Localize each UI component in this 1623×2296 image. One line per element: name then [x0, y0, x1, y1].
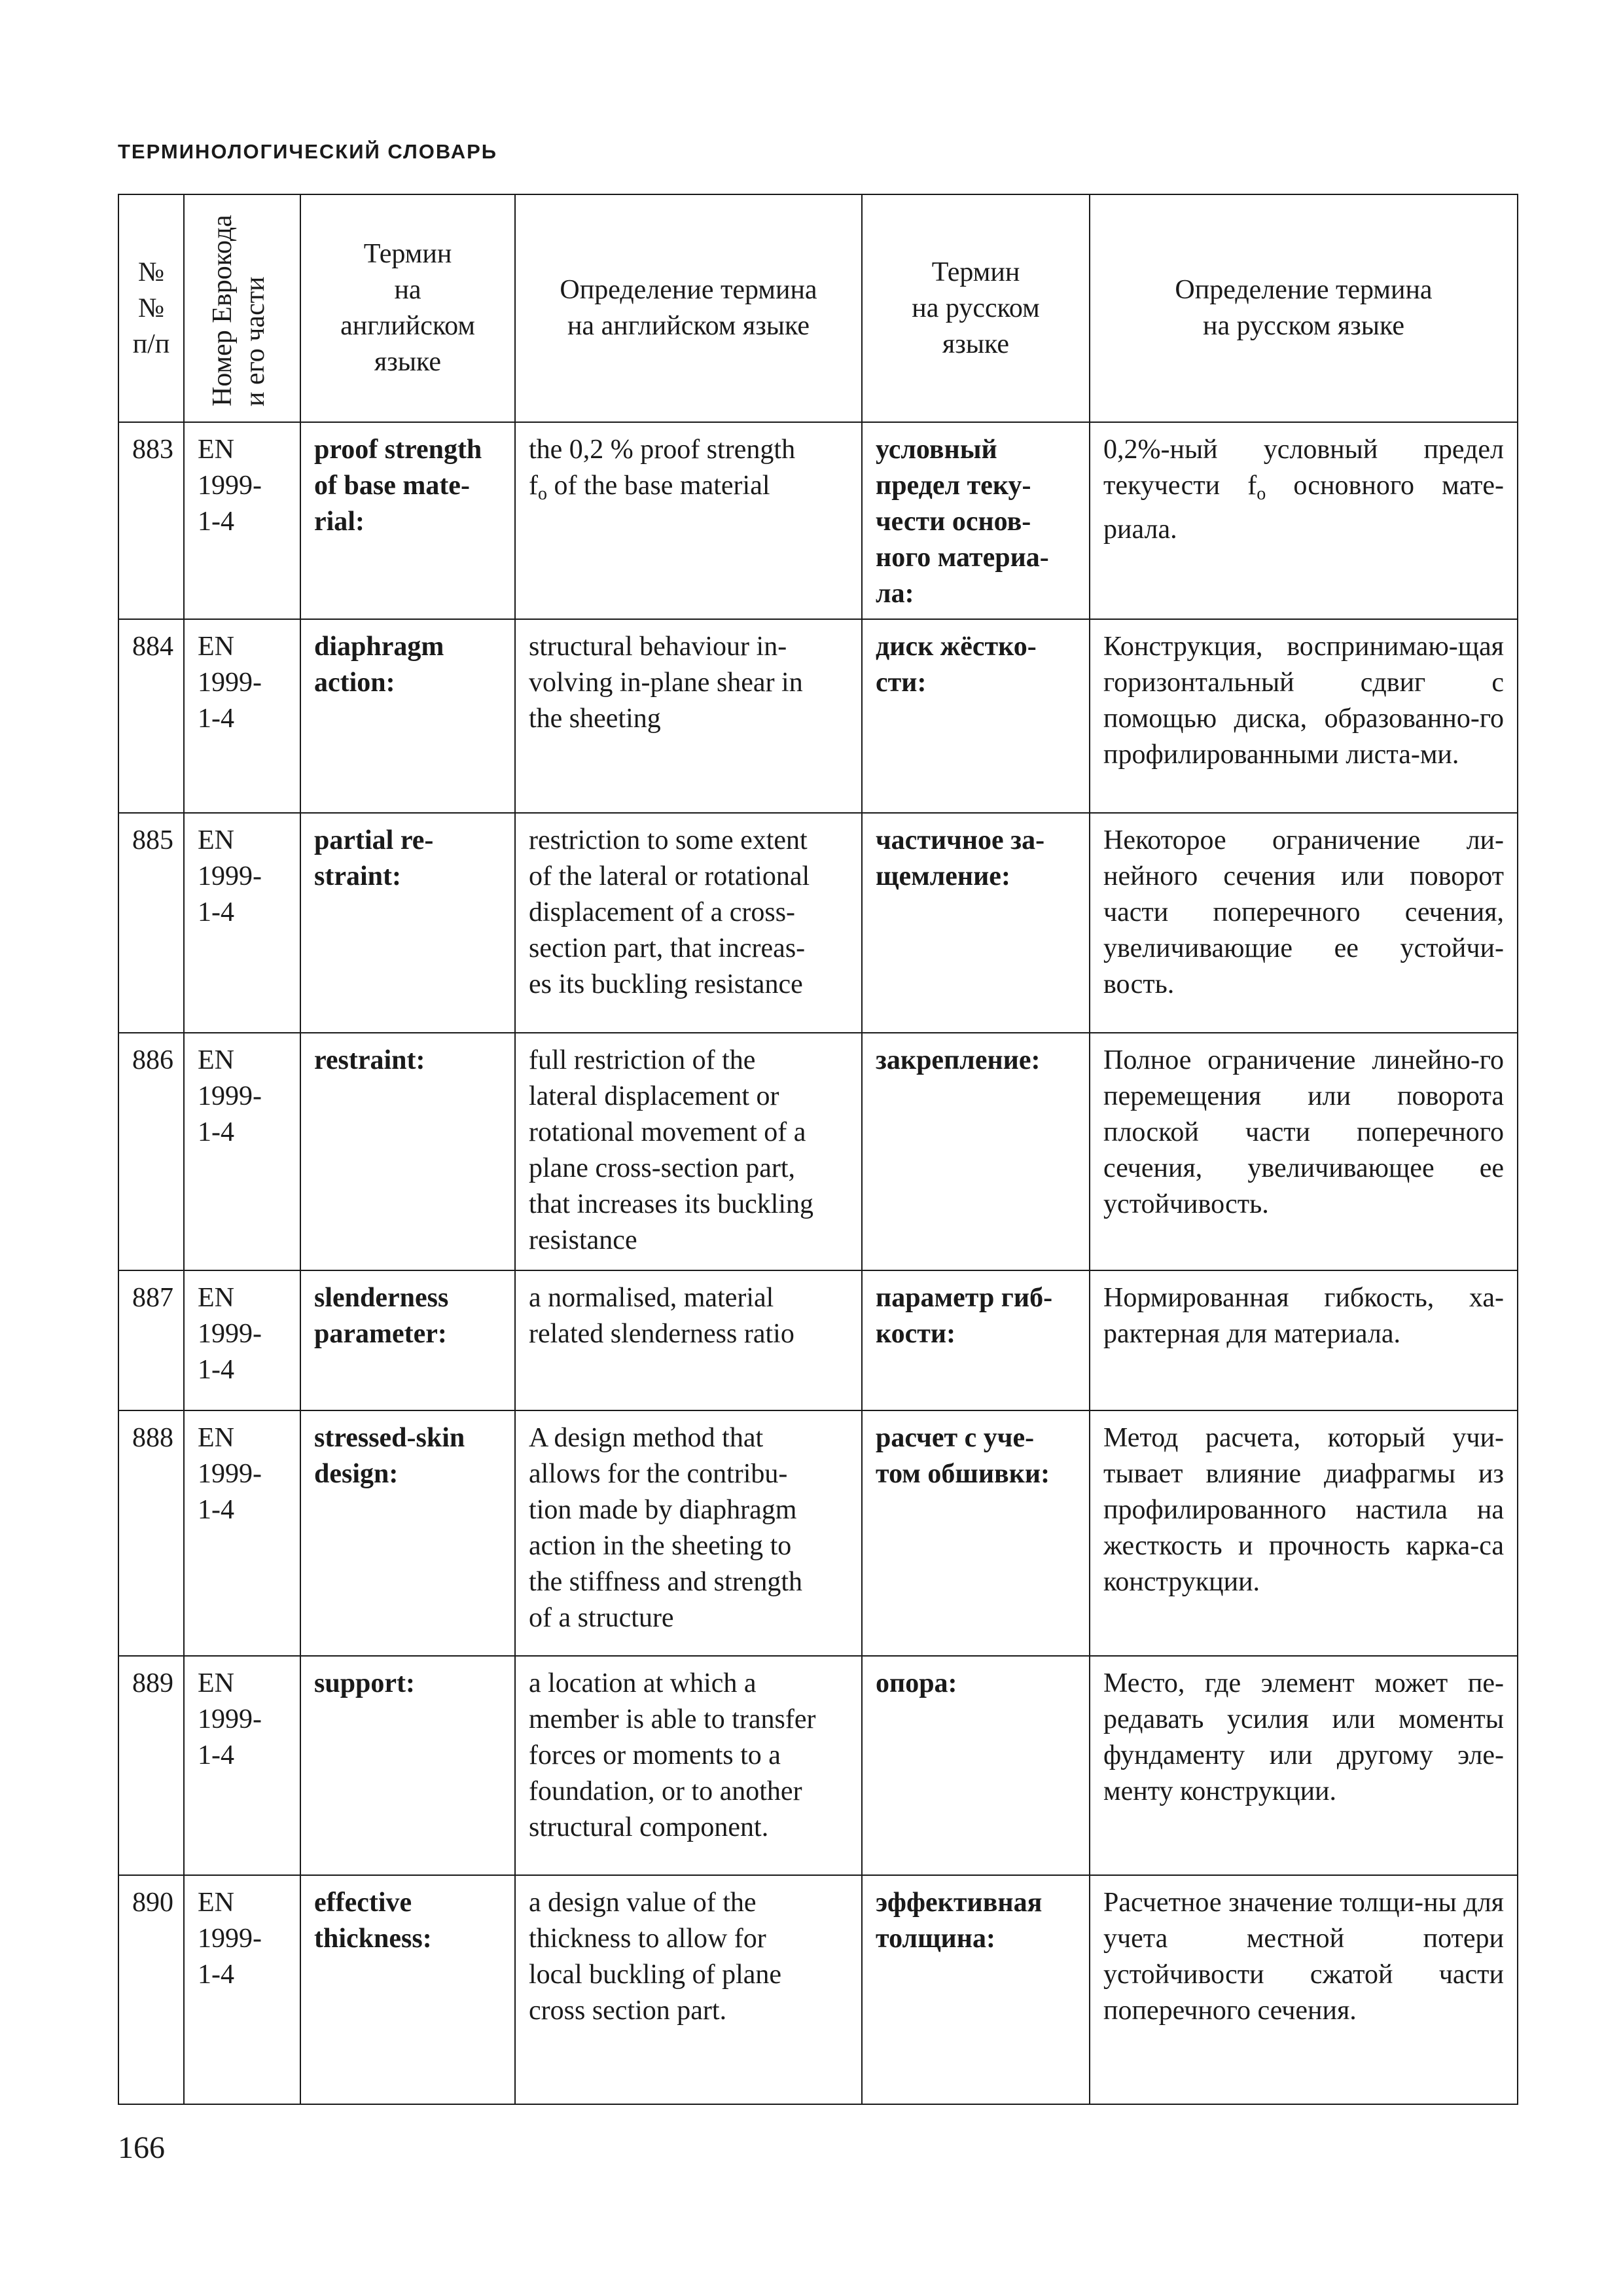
header-eurocode-text: Номер Еврокода и его части	[207, 215, 270, 406]
row-number: 884	[118, 619, 184, 813]
table-row	[118, 1410, 1518, 1656]
definition-ru: Конструкция, воспринимаю-щая горизонтальный сдвиг с помощью диска, образованно-го профилированными листа-ми.	[1090, 619, 1518, 813]
eurocode-ref: EN 1999- 1-4	[184, 813, 300, 1033]
term-en: partial re- straint:	[300, 813, 515, 1033]
term-ru: эффективная толщина:	[862, 1875, 1090, 2104]
definition-ru: Некоторое ограничение ли-нейного сечения или поворот части поперечного сечения, увеличивающие ее устойчи-вость.	[1090, 813, 1518, 1033]
term-en: diaphragm action:	[300, 619, 515, 813]
definition-ru: Полное ограничение линейно-го перемещения или поворота плоской части поперечного сечения, увеличивающее ее устойчивость.	[1090, 1033, 1518, 1270]
row-number: 889	[118, 1656, 184, 1875]
eurocode-ref: EN 1999- 1-4	[184, 1875, 300, 2104]
eurocode-ref: EN 1999- 1-4	[184, 422, 300, 619]
row-number: 885	[118, 813, 184, 1033]
definition-ru: Расчетное значение толщи-ны для учета местной потери устойчивости сжатой части поперечного сечения.	[1090, 1875, 1518, 2104]
term-en: stressed-skin design:	[300, 1410, 515, 1656]
definition-ru: Нормированная гибкость, ха-рактерная для материала.	[1090, 1270, 1518, 1410]
row-number: 886	[118, 1033, 184, 1270]
definition-en: the 0,2 % proof strength $f_o$ of the base material	[515, 422, 862, 619]
definition-en: a location at which a member is able to transfer forces or moments to a foundation, or to another structural component.	[515, 1656, 862, 1875]
term-en: proof strength of base mate- rial:	[300, 422, 515, 619]
definition-en: restriction to some extent of the lateral or rotational displacement of a cross- section part, that increas- es its buckling resistance	[515, 813, 862, 1033]
header-row	[118, 194, 1518, 422]
table-row	[118, 619, 1518, 813]
term-en: effective thickness:	[300, 1875, 515, 2104]
table-row	[118, 422, 1518, 619]
table-row	[118, 813, 1518, 1033]
table-row	[118, 1875, 1518, 2104]
definition-ru: Метод расчета, который учи-тывает влияние диафрагмы из профилированного настила на жесткость и прочность карка-са конструкции.	[1090, 1410, 1518, 1656]
header-num: №№ п/п	[118, 194, 184, 422]
term-en: support:	[300, 1656, 515, 1875]
row-number: 890	[118, 1875, 184, 2104]
glossary-table	[118, 194, 1518, 2105]
table-row	[118, 1270, 1518, 1410]
row-number: 887	[118, 1270, 184, 1410]
term-ru: опора:	[862, 1656, 1090, 1875]
term-en: slenderness parameter:	[300, 1270, 515, 1410]
running-head: ТЕРМИНОЛОГИЧЕСКИЙ СЛОВАРЬ	[118, 140, 498, 163]
header-def-ru: Определение термина на русском языке	[1090, 194, 1518, 422]
eurocode-ref: EN 1999- 1-4	[184, 1033, 300, 1270]
definition-ru: Место, где элемент может пе-редавать усилия или моменты фундаменту или другому эле-менту конструкции.	[1090, 1656, 1518, 1875]
eurocode-ref: EN 1999- 1-4	[184, 619, 300, 813]
definition-en: full restriction of the lateral displacement or rotational movement of a plane cross-section part, that increases its buckling resistance	[515, 1033, 862, 1270]
header-def-en: Определение термина на английском языке	[515, 194, 862, 422]
term-ru: закрепление:	[862, 1033, 1090, 1270]
term-ru: параметр гиб- кости:	[862, 1270, 1090, 1410]
definition-en: A design method that allows for the contribu- tion made by diaphragm action in the sheeting to the stiffness and strength of a structure	[515, 1410, 862, 1656]
eurocode-ref: EN 1999- 1-4	[184, 1410, 300, 1656]
eurocode-ref: EN 1999- 1-4	[184, 1270, 300, 1410]
header-term-ru: Термин на русском языке	[862, 194, 1090, 422]
definition-en: a normalised, material related slenderness ratio	[515, 1270, 862, 1410]
row-number: 888	[118, 1410, 184, 1656]
header-term-en: Термин на английском языке	[300, 194, 515, 422]
header-eurocode	[184, 194, 300, 422]
table-row	[118, 1033, 1518, 1270]
eurocode-ref: EN 1999- 1-4	[184, 1656, 300, 1875]
page-number: 166	[118, 2130, 165, 2165]
term-ru: условный предел теку- чести основ- ного материа- ла:	[862, 422, 1090, 619]
table-row	[118, 1656, 1518, 1875]
definition-ru: 0,2%-ный условный предел текучести $f_o$ основного мате-риала.	[1090, 422, 1518, 619]
row-number: 883	[118, 422, 184, 619]
term-ru: расчет с уче- том обшивки:	[862, 1410, 1090, 1656]
term-en: restraint:	[300, 1033, 515, 1270]
definition-en: structural behaviour in- volving in-plane shear in the sheeting	[515, 619, 862, 813]
term-ru: диск жёстко- сти:	[862, 619, 1090, 813]
definition-en: a design value of the thickness to allow for local buckling of plane cross section part.	[515, 1875, 862, 2104]
term-ru: частичное за- щемление:	[862, 813, 1090, 1033]
